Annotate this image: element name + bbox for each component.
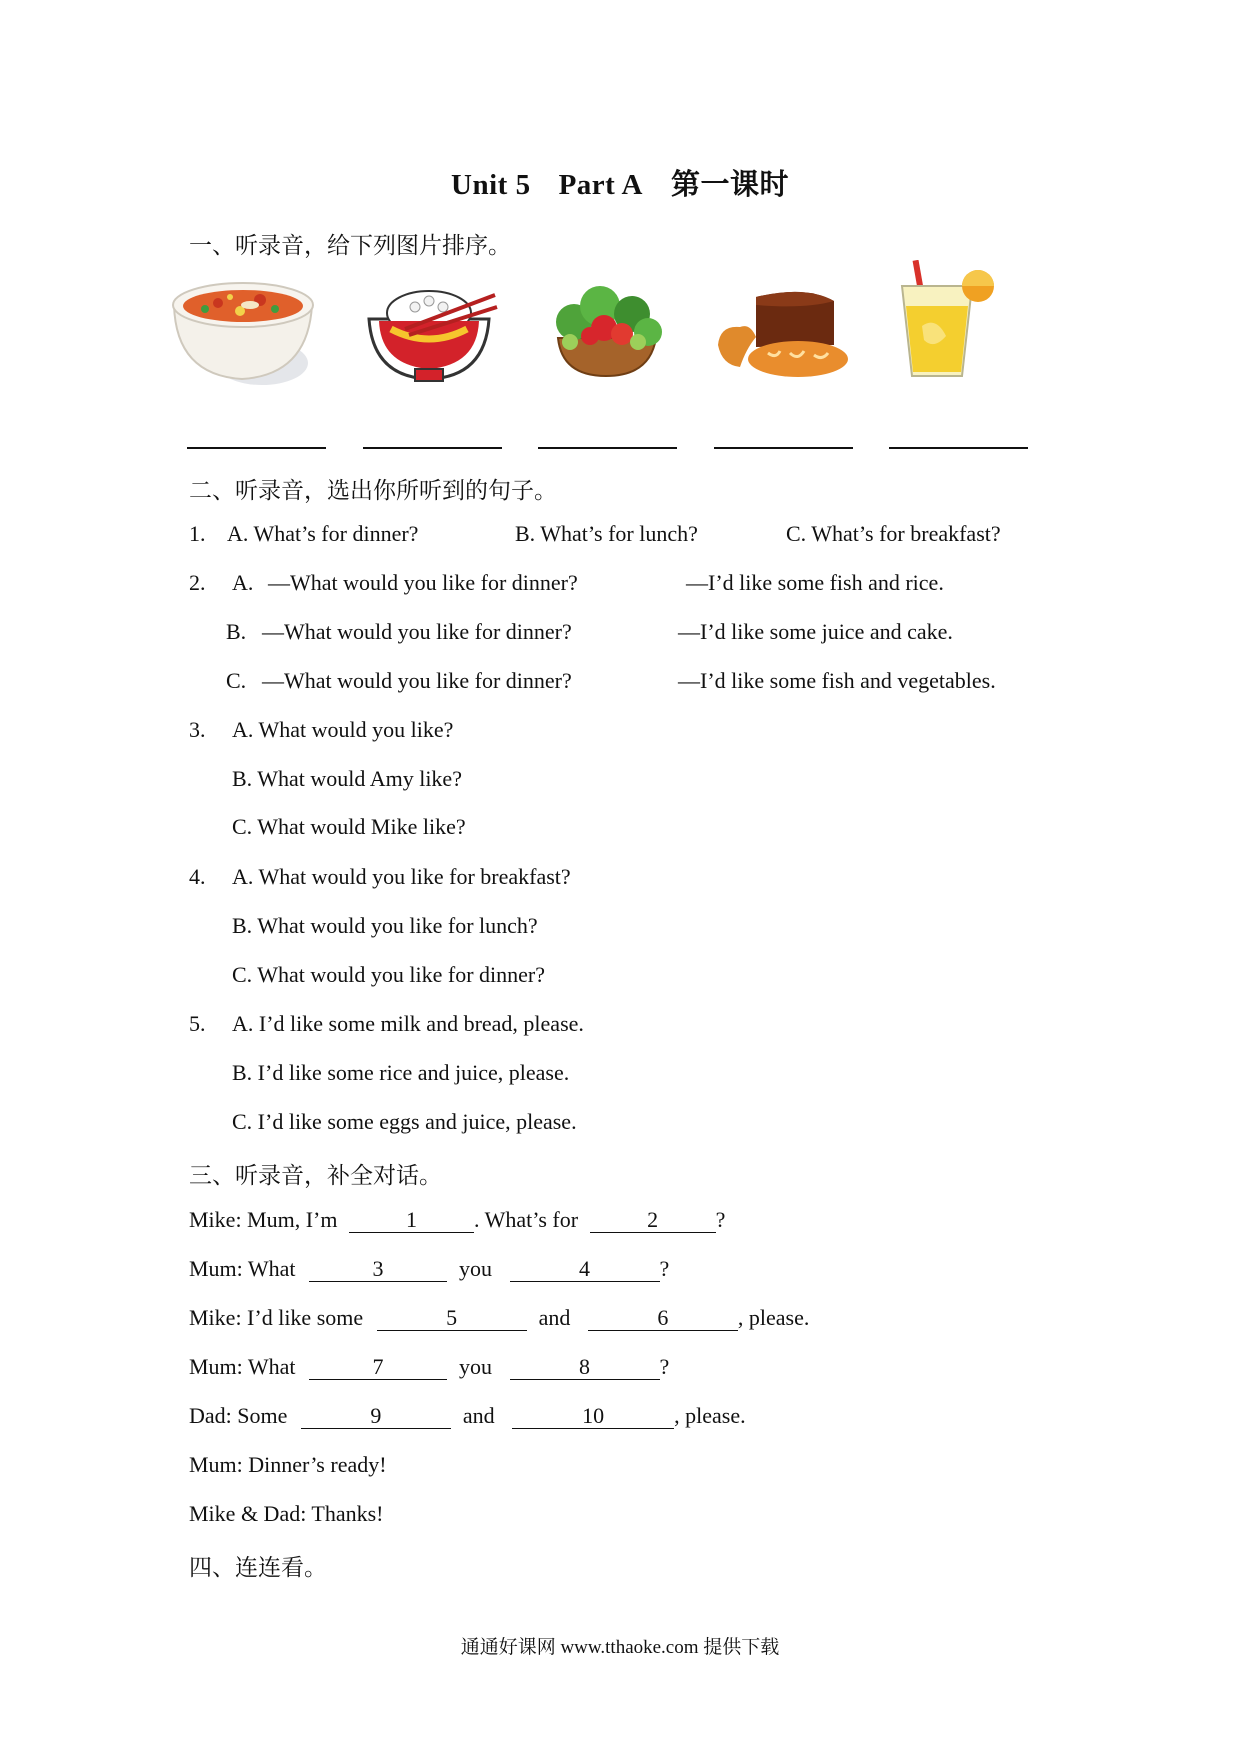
blank-6[interactable]: 6 — [588, 1306, 738, 1331]
title-part: Part A — [558, 169, 643, 201]
q4-option-b[interactable]: B. What would you like for lunch? — [232, 913, 538, 938]
q2-option-a-question: —What would you like for dinner? — [268, 570, 578, 595]
answer-line[interactable] — [363, 447, 502, 449]
rice-bowl-icon — [365, 285, 500, 390]
footer-credit: 通通好课网 www.tthaoke.com 提供下载 — [460, 1637, 780, 1658]
q1-option-c[interactable]: C. What’s for breakfast? — [786, 521, 1001, 546]
q2-option-c-question: —What would you like for dinner? — [262, 668, 572, 693]
blank-1[interactable]: 1 — [349, 1208, 474, 1233]
dialogue-text: ? — [659, 1256, 670, 1281]
q4-option-c[interactable]: C. What would you like for dinner? — [232, 962, 546, 987]
blank-8[interactable]: 8 — [510, 1355, 660, 1380]
dialogue-line-3 — [189, 1305, 809, 1331]
dialogue-line-7: Mike & Dad: Thanks! — [189, 1501, 384, 1526]
q2-option-c-reply: —I’d like some fish and vegetables. — [678, 668, 996, 693]
dialogue-text: . What’s for — [474, 1207, 579, 1232]
q5-number: 5. — [189, 1011, 206, 1036]
q2-option-b-reply: —I’d like some juice and cake. — [678, 619, 953, 644]
section4-heading: 四、连连看。 — [189, 1555, 327, 1581]
dialogue-text: , please. — [737, 1305, 810, 1330]
q2-option-a-label[interactable]: A. — [232, 570, 254, 595]
page-title — [0, 162, 1240, 203]
blank-4[interactable]: 4 — [510, 1257, 660, 1282]
q4-option-a[interactable]: A. What would you like for breakfast? — [232, 864, 571, 889]
q2-number: 2. — [189, 570, 206, 595]
bread-icon — [710, 285, 850, 385]
dialogue-text: Dad: Some — [189, 1403, 288, 1428]
q2-option-b-label[interactable]: B. — [226, 619, 247, 644]
q1-option-a[interactable]: A. What’s for dinner? — [227, 521, 419, 546]
answer-line[interactable] — [187, 447, 326, 449]
q2-option-c-label[interactable]: C. — [226, 668, 247, 693]
dialogue-text: you — [459, 1354, 493, 1379]
q2-option-b-question: —What would you like for dinner? — [262, 619, 572, 644]
dialogue-text: you — [459, 1256, 493, 1281]
q2-option-a-reply: —I’d like some fish and rice. — [686, 570, 944, 595]
q3-number: 3. — [189, 717, 206, 742]
dialogue-text: and — [462, 1403, 495, 1428]
q5-option-a[interactable]: A. I’d like some milk and bread, please. — [232, 1011, 584, 1036]
q5-option-b[interactable]: B. I’d like some rice and juice, please. — [232, 1060, 570, 1085]
dialogue-text: , please. — [674, 1403, 746, 1428]
dialogue-line-2 — [189, 1256, 669, 1282]
q3-option-a[interactable]: A. What would you like? — [232, 717, 454, 742]
dialogue-text: ? — [659, 1354, 670, 1379]
q1-number: 1. — [189, 521, 206, 546]
dialogue-text: Mike: Mum, I’m — [189, 1207, 338, 1232]
blank-2[interactable]: 2 — [590, 1208, 716, 1233]
soup-icon — [170, 275, 320, 395]
blank-3[interactable]: 3 — [309, 1257, 447, 1282]
dialogue-text: ? — [715, 1207, 726, 1232]
title-unit: Unit 5 — [451, 169, 531, 201]
q3-option-b[interactable]: B. What would Amy like? — [232, 766, 462, 791]
dialogue-line-6: Mum: Dinner’s ready! — [189, 1452, 387, 1477]
answer-line[interactable] — [538, 447, 677, 449]
section2-heading: 二、听录音，选出你所听到的句子。 — [189, 478, 557, 504]
section3-heading: 三、听录音，补全对话。 — [189, 1163, 442, 1189]
dialogue-text: Mum: What — [189, 1256, 296, 1281]
q1-option-b[interactable]: B. What’s for lunch? — [515, 521, 698, 546]
vegetables-icon — [548, 280, 670, 380]
blank-9[interactable]: 9 — [301, 1404, 451, 1429]
q4-number: 4. — [189, 864, 206, 889]
answer-line[interactable] — [714, 447, 853, 449]
answer-line[interactable] — [889, 447, 1028, 449]
q5-option-c[interactable]: C. I’d like some eggs and juice, please. — [232, 1109, 577, 1134]
blank-10[interactable]: 10 — [512, 1404, 674, 1429]
dialogue-text: Mum: What — [189, 1354, 296, 1379]
juice-icon — [890, 260, 1000, 385]
dialogue-line-1 — [189, 1207, 725, 1233]
dialogue-text: Mike: I’d like some — [189, 1305, 364, 1330]
dialogue-line-5 — [189, 1403, 746, 1429]
dialogue-line-4 — [189, 1354, 669, 1380]
title-lesson: 第一课时 — [670, 169, 789, 201]
dialogue-text: and — [538, 1305, 571, 1330]
blank-7[interactable]: 7 — [309, 1355, 447, 1380]
q3-option-c[interactable]: C. What would Mike like? — [232, 814, 466, 839]
blank-5[interactable]: 5 — [377, 1306, 527, 1331]
section1-heading: 一、听录音，给下列图片排序。 — [189, 233, 511, 259]
